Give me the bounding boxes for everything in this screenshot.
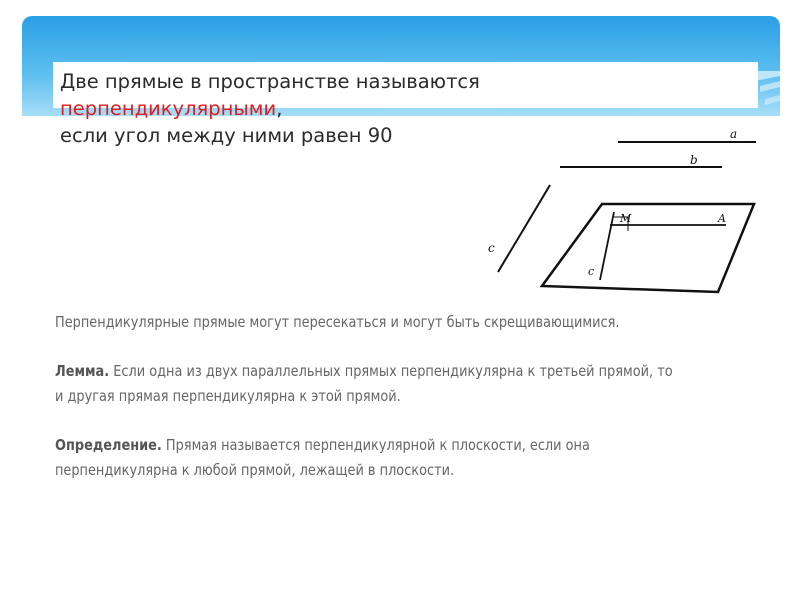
definition-text: Прямая называется перпендикулярной к плоскости, если она перпендикулярна к любой прямой, лежащей в плоскости.: [55, 436, 590, 479]
label-c: c: [488, 241, 495, 255]
title-comma: ,: [276, 97, 283, 120]
title-highlight: перпендикулярными: [60, 97, 277, 120]
lemma-label: Лемма.: [55, 362, 110, 380]
body-text: [55, 310, 674, 507]
title-part1: Две прямые в пространстве называются: [60, 70, 480, 93]
title-part2: если угол между ними равен 90: [60, 124, 393, 147]
label-a: a: [730, 127, 738, 141]
definition-label: Определение.: [55, 436, 162, 454]
slide-title: [60, 68, 500, 149]
paragraph-intersect: [55, 310, 674, 335]
label-A: A: [718, 212, 726, 225]
label-b: b: [690, 153, 698, 167]
p1-text: Перпендикулярные прямые могут пересекаться и могут быть скрещивающимися.: [55, 313, 620, 331]
label-M: M: [620, 212, 632, 225]
geometry-figure: [478, 120, 760, 300]
label-c-plane: c: [588, 265, 595, 278]
paragraph-lemma: [55, 359, 674, 409]
figure-background: [478, 120, 760, 300]
paragraph-definition: [55, 433, 674, 483]
lemma-text: Если одна из двух параллельных прямых перпендикулярна к третьей прямой, то и другая прямая перпендикулярна к этой прямой.: [55, 362, 673, 405]
